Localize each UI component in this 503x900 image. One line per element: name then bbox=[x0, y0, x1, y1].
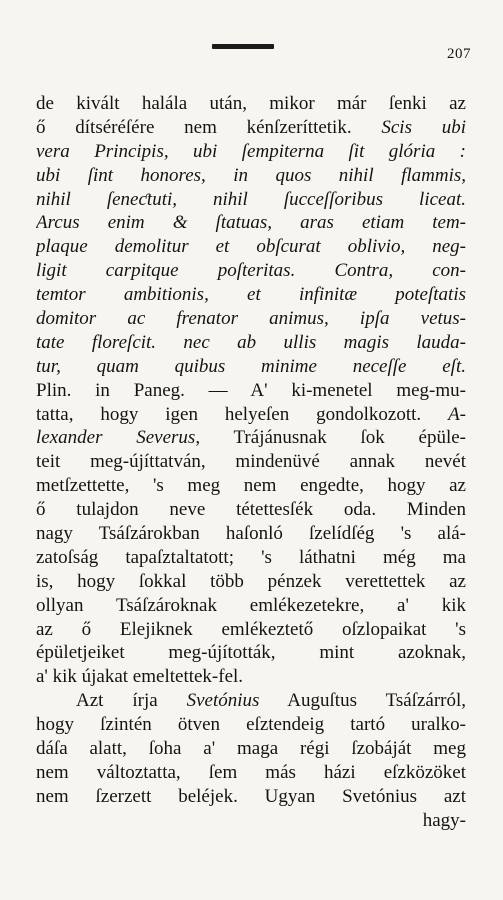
italic-text: temtor ambitionis, et infinitæ poteſtatis bbox=[36, 284, 466, 306]
roman-text: tatta, hogy igen helyeſen gondolkozott. bbox=[36, 403, 449, 425]
roman-text: dáſa alatt, ſoha a' maga régi ſzobáját meg bbox=[36, 738, 466, 760]
roman-text: Plin. in Paneg. — A' ki-menetel meg-mu- bbox=[36, 379, 466, 401]
italic-text: ubi ſint honores, in quos nihil flammis, bbox=[36, 164, 466, 186]
header-rule bbox=[212, 44, 274, 49]
text-line bbox=[36, 737, 466, 761]
roman-text: ollyan Tsáſzároknak emlékezetekre, a' kik bbox=[36, 594, 466, 616]
italic-text: A- bbox=[448, 403, 466, 425]
roman-text: nagy Tsáſzárokban haſonló ſzelídſég 's alá- bbox=[36, 523, 466, 545]
roman-text: zatoſság tapaſztaltatott; 's láthatni még ma bbox=[36, 546, 466, 568]
text-line bbox=[36, 403, 466, 427]
roman-text: a' kik újakat emeltettek-fel. bbox=[36, 666, 244, 688]
roman-text: teit meg-újíttatván, mindenüvé annak nevét bbox=[36, 451, 466, 473]
italic-text: nihil ſeneƈtuti, nihil ſucceſſoribus liceat. bbox=[36, 188, 466, 210]
text-line bbox=[36, 665, 466, 689]
italic-text: vera Principis, ubi ſempiterna ſit glória : bbox=[36, 140, 466, 162]
text-line bbox=[36, 522, 466, 546]
text-line bbox=[36, 235, 466, 259]
roman-text: nem ſzerzett beléjek. Ugyan Svetónius azt bbox=[36, 785, 466, 807]
italic-text: ligit carpitque poſteritas. Contra, con- bbox=[36, 260, 466, 282]
text-line bbox=[36, 426, 466, 450]
italic-text: Svetónius bbox=[186, 690, 260, 712]
text-line bbox=[36, 92, 466, 116]
italic-text: plaque demolitur et obſcurat oblivio, neg- bbox=[36, 236, 466, 258]
text-line bbox=[36, 259, 466, 283]
text-line bbox=[36, 307, 466, 331]
roman-text: az ő Elejiknek emlékeztető oſzlopaikat 's bbox=[36, 618, 466, 640]
roman-text: de kivált halála után, mikor már ſenki az bbox=[36, 93, 466, 114]
italic-text: tur, quam quibus minime neceſſe eſt. bbox=[36, 355, 466, 377]
roman-text: Auguſtus Tsáſzárról, bbox=[259, 690, 466, 712]
roman-text: hogy ſzintén ötven eſztendeig tartó uralko- bbox=[36, 714, 466, 736]
text-line bbox=[36, 785, 466, 809]
text-line bbox=[36, 188, 466, 212]
page-number: 207 bbox=[447, 46, 471, 62]
roman-text: is, hogy ſokkal több pénzek verettettek az bbox=[36, 570, 466, 592]
italic-text: tate floreſcit. nec ab ullis magis lauda- bbox=[36, 331, 466, 353]
text-line bbox=[36, 546, 466, 570]
text-line bbox=[36, 164, 466, 188]
italic-text: domitor ac frenator animus, ipſa vetus- bbox=[36, 308, 466, 330]
text-line bbox=[36, 809, 466, 833]
roman-text: ő tulajdon neve tétettesſék oda. Minden bbox=[36, 499, 466, 521]
text-line bbox=[36, 570, 466, 594]
italic-text: Scis ubi bbox=[381, 116, 466, 138]
text-line bbox=[36, 379, 466, 403]
roman-text: hagy- bbox=[422, 809, 466, 831]
text-line bbox=[36, 355, 466, 379]
roman-text: , Trájánusnak ſok épüle- bbox=[195, 427, 466, 449]
text-line bbox=[36, 283, 466, 307]
italic-text: lexander Severus bbox=[36, 427, 196, 449]
text-line bbox=[36, 761, 466, 785]
text-line bbox=[36, 641, 466, 665]
roman-text: Azt írja bbox=[76, 690, 187, 712]
text-line bbox=[36, 474, 466, 498]
roman-text: metſzettette, 's meg nem engedte, hogy az bbox=[36, 475, 466, 497]
text-line bbox=[36, 498, 466, 522]
text-line bbox=[36, 116, 466, 140]
text-line bbox=[36, 618, 466, 642]
roman-text: nem változtatta, ſem más házi eſzközöket bbox=[36, 761, 466, 783]
roman-text: épületjeiket meg-újították, mint azoknak, bbox=[36, 642, 466, 664]
italic-text: Arcus enim & ſtatuas, aras etiam tem- bbox=[36, 212, 466, 234]
text-line bbox=[36, 689, 466, 713]
text-line bbox=[36, 594, 466, 618]
text-line bbox=[36, 713, 466, 737]
text-line bbox=[36, 450, 466, 474]
text-line bbox=[36, 331, 466, 355]
text-line bbox=[36, 140, 466, 164]
body-text bbox=[36, 92, 466, 833]
roman-text: ő dítséréſére nem kénſzeríttetik. bbox=[36, 116, 382, 138]
text-line bbox=[36, 211, 466, 235]
